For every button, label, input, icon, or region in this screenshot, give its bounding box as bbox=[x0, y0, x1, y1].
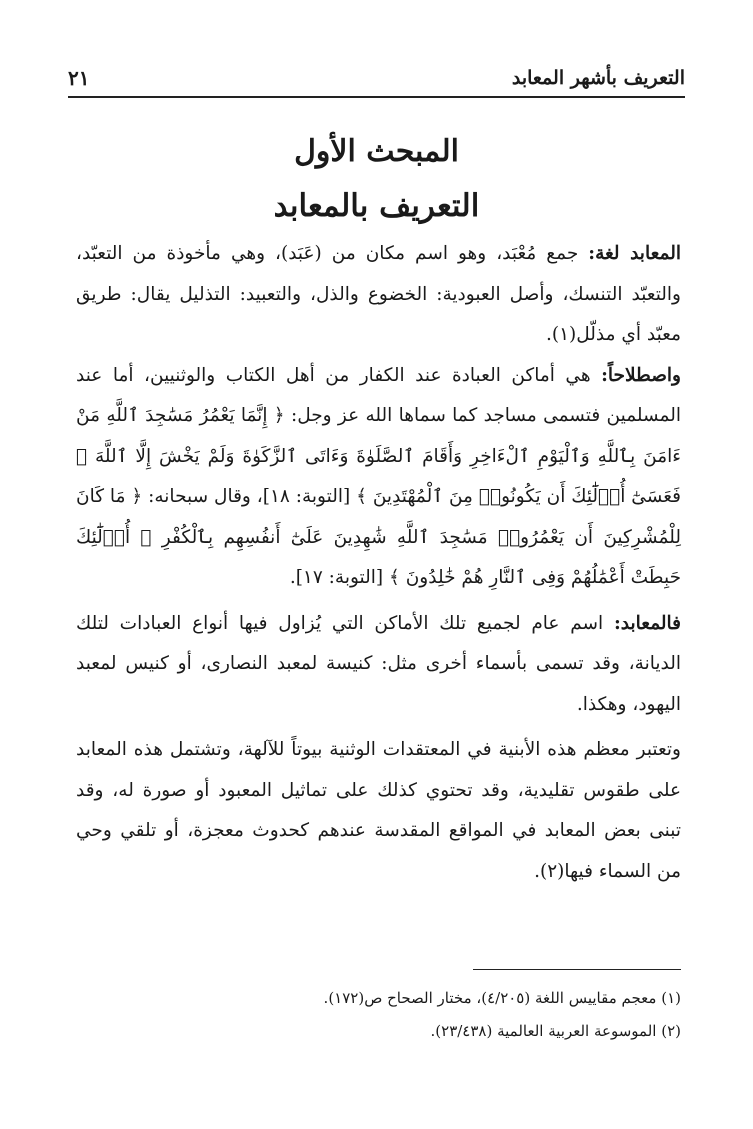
term-label: واصطلاحاً: bbox=[601, 364, 681, 386]
paragraph-text: جمع مُعْبَد، وهو اسم مكان من (عَبَد)، وهي مأخوذة من التعبّد، والتعبّد التنسك، وأصل العبودية: الخضوع والذل، والتعبيد: التذليل يقال: طريق معبّد أي مذلّل(١). bbox=[76, 243, 681, 345]
paragraph-text: وتعتبر معظم هذه الأبنية في المعتقدات الوثنية بيوتاً للآلهة، وتشتمل هذه المعابد على طقوس تقليدية، وقد تحتوي كذلك على تماثيل المعبود أو صورة له، وقد تبنى بعض المعابد في المواقع المقدسة عندهم كحدوث معجزة، أو تلقي وحي من السماء فيها(٢). bbox=[76, 739, 681, 882]
section-title: التعريف بالمعابد bbox=[273, 188, 480, 224]
paragraph-text: هي أماكن العبادة عند الكفار من أهل الكتاب والوثنيين، أما عند المسلمين فتسمى مساجد كما سماها الله عز وجل: ﴿ إِنَّمَا يَعْمُرُ مَسَٰجِدَ ٱللَّهِ مَنْ ءَامَنَ بِٱللَّهِ وَٱلْيَوْمِ ٱلْءَاخِرِ وَأَقَامَ ٱلصَّلَوٰةَ وَءَاتَى ٱلزَّكَوٰةَ وَلَمْ يَخْشَ إِلَّا ٱللَّهَ ۖ فَعَسَىٰٓ أُو۟لَٰٓئِكَ أَن يَكُونُوا۟ مِنَ ٱلْمُهْتَدِينَ ﴾ [التوبة: ١٨]، وقال سبحانه: ﴿ مَا كَانَ لِلْمُشْرِكِينَ أَن يَعْمُرُوا۟ مَسَٰجِدَ ٱللَّهِ شَٰهِدِينَ عَلَىٰٓ أَنفُسِهِم بِٱلْكُفْرِ ۚ أُو۟لَٰٓئِكَ حَبِطَتْ أَعْمَٰلُهُمْ وَفِى ٱلنَّارِ هُمْ خَٰلِدُونَ ﴾ [التوبة: ١٧]. bbox=[76, 364, 681, 588]
paragraph-text: اسم عام لجميع تلك الأماكن التي يُزاول فيها أنواع العبادات لتلك الديانة، وقد تسمى بأسماء أخرى مثل: كنيسة لمعبد النصارى، أو كنيس لمعبد اليهود، وهكذا. bbox=[76, 612, 681, 715]
chapter-title: المبحث الأول bbox=[294, 134, 459, 169]
paragraph-general-meaning bbox=[76, 604, 681, 726]
running-title: التعريف بأشهر المعابد bbox=[511, 67, 685, 89]
term-label: المعابد لغة: bbox=[588, 243, 681, 264]
footnote: (١) معجم مقاييس اللغة (٤/٢٠٥)، مختار الصحاح ص(١٧٢). bbox=[323, 989, 681, 1007]
paragraph-technical-definition bbox=[76, 356, 681, 599]
body-text bbox=[76, 234, 681, 892]
footnote: (٢) الموسوعة العربية العالمية (٢٣/٤٣٨). bbox=[430, 1022, 681, 1040]
footnote-separator bbox=[473, 969, 681, 970]
paragraph-linguistic-definition bbox=[76, 234, 681, 356]
footnotes bbox=[76, 982, 681, 1048]
term-label: فالمعابد: bbox=[613, 612, 681, 634]
page-number: ٢١ bbox=[68, 66, 90, 90]
paragraph-pagan-temples bbox=[76, 730, 681, 892]
page-header bbox=[68, 60, 685, 98]
